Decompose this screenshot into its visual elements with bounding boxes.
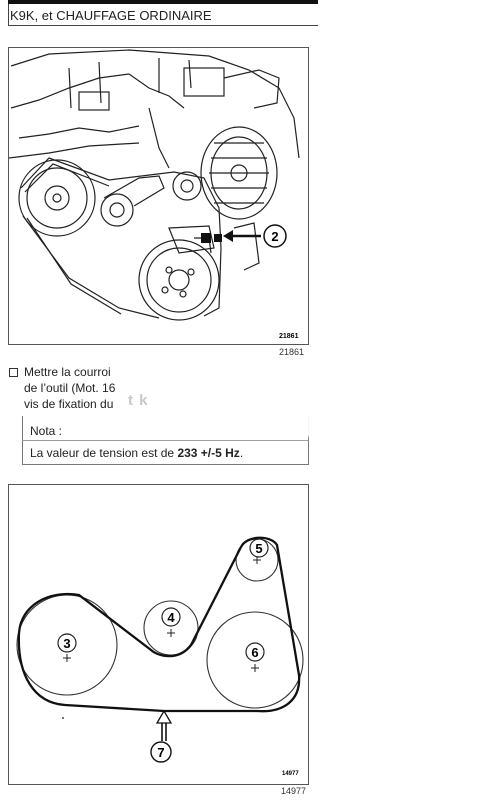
pulley-label-6: 6 (251, 645, 259, 660)
tension-value: 233 +/-5 Hz (177, 446, 240, 460)
figure-code-inner: 21861 (279, 333, 299, 340)
nota-label: Nota : (30, 424, 63, 438)
header-underline (8, 25, 318, 26)
nota-separator (22, 440, 308, 441)
pulley-label-5: 5 (255, 541, 263, 556)
instruction-line-2: de l’outil (Mot. 16 (24, 381, 116, 395)
belt-diagram (9, 485, 308, 784)
pulley-label-3: 3 (63, 636, 71, 651)
watermark: t k (128, 392, 149, 409)
header-left-rule (8, 4, 9, 25)
figure-code-2: 14977 (281, 786, 307, 796)
header-top-rule (8, 0, 318, 4)
instruction-line-3: vis de fixation du (24, 397, 114, 411)
callout-label-2: 2 (271, 229, 279, 244)
instruction-line-1: Mettre la courroi (24, 365, 111, 379)
belt-routing-diagram (8, 484, 309, 785)
pulley-label-4: 4 (167, 610, 175, 625)
nota-text (30, 446, 243, 460)
checkbox-bullet-icon (9, 368, 18, 377)
section-title: K9K, et CHAUFFAGE ORDINAIRE (10, 8, 212, 23)
belt-label-7: 7 (157, 745, 165, 760)
engine-belt-illustration (8, 47, 309, 345)
figure-code: 21861 (279, 347, 305, 357)
nota-text-after: . (239, 446, 244, 460)
engine-drawing (9, 48, 308, 344)
nota-text-before: La valeur de tension est de (30, 446, 178, 460)
figure-code-inner-2: 14977 (282, 771, 299, 777)
overlay-panel (128, 362, 370, 436)
